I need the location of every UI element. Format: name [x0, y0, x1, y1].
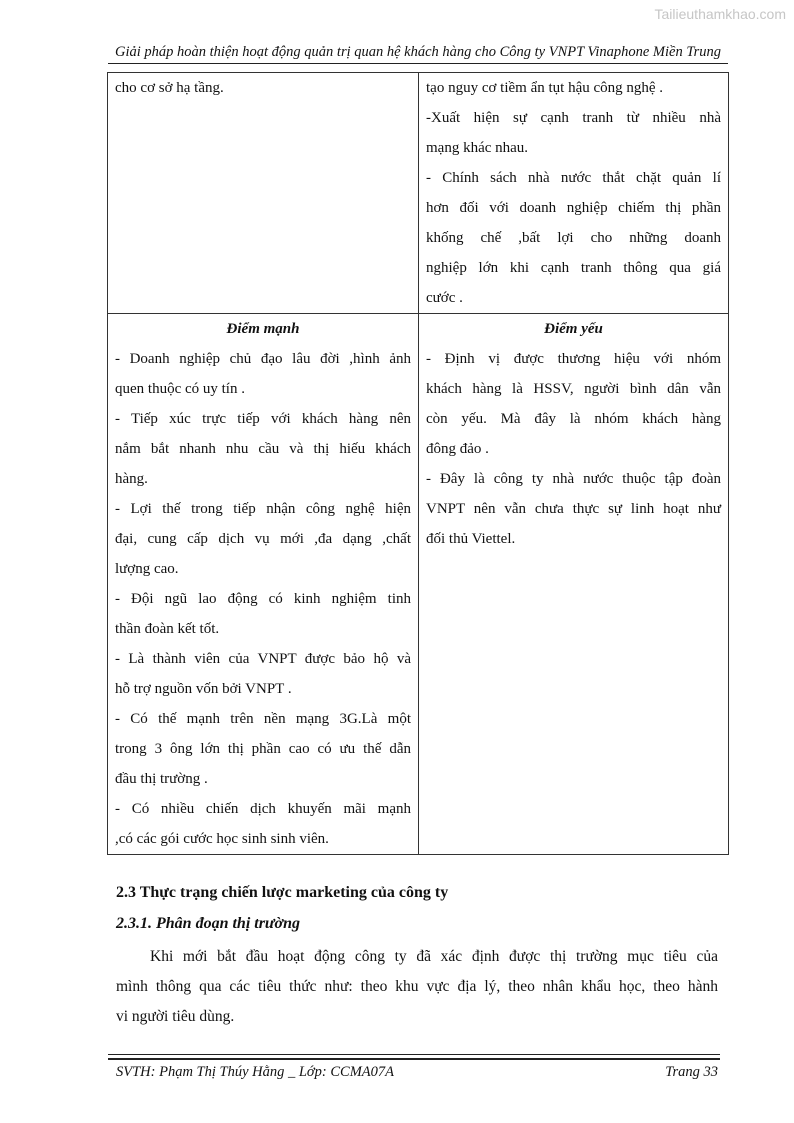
footer-rule [108, 1058, 720, 1060]
cell-line: - Chính sách nhà nước thắt chặt quản lí [426, 170, 721, 186]
cell-line: khách hàng là HSSV, người bình dân vẫn [426, 381, 721, 397]
cell-line: cước . [426, 290, 463, 306]
swot-table [107, 72, 729, 855]
cell-line: còn yếu. Mà đây là nhóm khách hàng [426, 411, 721, 427]
body-paragraph [116, 942, 718, 1032]
section-title: 2.3 Thực trạng chiến lược marketing của công ty [116, 884, 449, 901]
weaknesses-heading: Điểm yếu [544, 321, 603, 337]
paragraph-line: Khi mới bắt đầu hoạt động công ty đã xác định được thị trường mục tiêu của [150, 948, 718, 965]
cell-line: - Lợi thế trong tiếp nhận công nghệ hiện [115, 501, 411, 517]
cell-line: đối thủ Viettel. [426, 531, 516, 547]
strengths-heading: Điểm mạnh [226, 321, 300, 337]
cell-line: nắm bắt nhanh nhu cầu và thị hiếu khách [115, 441, 411, 457]
paragraph-line: mình thông qua các tiêu thức như: theo khu vực địa lý, theo nhân khẩu học, theo hành [116, 978, 718, 995]
cell-line: - Là thành viên của VNPT được bảo hộ và [115, 651, 411, 667]
cell-line: khống chế ,bất lợi cho những doanh [426, 230, 721, 246]
cell-line: hàng. [115, 471, 148, 487]
cell-line: cho cơ sở hạ tầng. [115, 80, 224, 96]
cell-line: - Đây là công ty nhà nước thuộc tập đoàn [426, 471, 721, 487]
cell-line: đông đảo . [426, 441, 489, 457]
cell-line: đầu thị trường . [115, 771, 208, 787]
table-row [108, 73, 729, 314]
page-header: Giải pháp hoàn thiện hoạt động quản trị quan hệ khách hàng cho Công ty VNPT Vinaphone Miền Trung [114, 44, 721, 60]
cell-line: - Doanh nghiệp chủ đạo lâu đời ,hình ảnh [115, 351, 411, 367]
footer-rule [108, 1054, 720, 1055]
footer-author: SVTH: Phạm Thị Thúy Hằng _ Lớp: CCMA07A [116, 1064, 395, 1080]
watermark: Tailieuthamkhao.com [654, 6, 786, 22]
cell-line: - Đội ngũ lao động có kinh nghiệm tinh [115, 591, 411, 607]
table-cell-strengths [108, 314, 419, 855]
subsection-title: 2.3.1. Phân đoạn thị trường [116, 915, 300, 932]
cell-line: trong 3 ông lớn thị phần cao có ưu thế dẫn [115, 741, 411, 757]
cell-line: đại, cung cấp dịch vụ mới ,đa dạng ,chất [115, 531, 411, 547]
cell-line: tạo nguy cơ tiềm ẩn tụt hậu công nghệ . [426, 80, 664, 96]
header-rule [108, 63, 728, 64]
cell-line: - Có nhiều chiến dịch khuyến mãi mạnh [115, 801, 411, 817]
table-cell [108, 73, 419, 314]
cell-line: lượng cao. [115, 561, 179, 577]
cell-line: - Tiếp xúc trực tiếp với khách hàng nên [115, 411, 411, 427]
cell-line: hỗ trợ nguồn vốn bởi VNPT . [115, 681, 292, 697]
cell-line: VNPT nên vẫn chưa thực sự linh hoạt như [426, 501, 721, 517]
cell-line: thần đoàn kết tốt. [115, 621, 220, 637]
cell-line: ,có các gói cước học sinh sinh viên. [115, 831, 329, 847]
cell-line: - Định vị được thương hiệu với nhóm [426, 351, 721, 367]
paragraph-line: vi người tiêu dùng. [116, 1008, 235, 1025]
cell-line: mạng khác nhau. [426, 140, 529, 156]
page-number: Trang 33 [665, 1064, 718, 1080]
cell-line: quen thuộc có uy tín . [115, 381, 245, 397]
cell-line: nghiệp lớn khi cạnh tranh thông qua giá [426, 260, 721, 276]
cell-line: - Có thế mạnh trên nền mạng 3G.Là một [115, 711, 411, 727]
table-cell-weaknesses [419, 314, 729, 855]
cell-line: hơn đối với doanh nghiệp chiếm thị phần [426, 200, 721, 216]
table-cell [419, 73, 729, 314]
cell-line: -Xuất hiện sự cạnh tranh từ nhiều nhà [426, 110, 721, 126]
table-row [108, 314, 729, 855]
